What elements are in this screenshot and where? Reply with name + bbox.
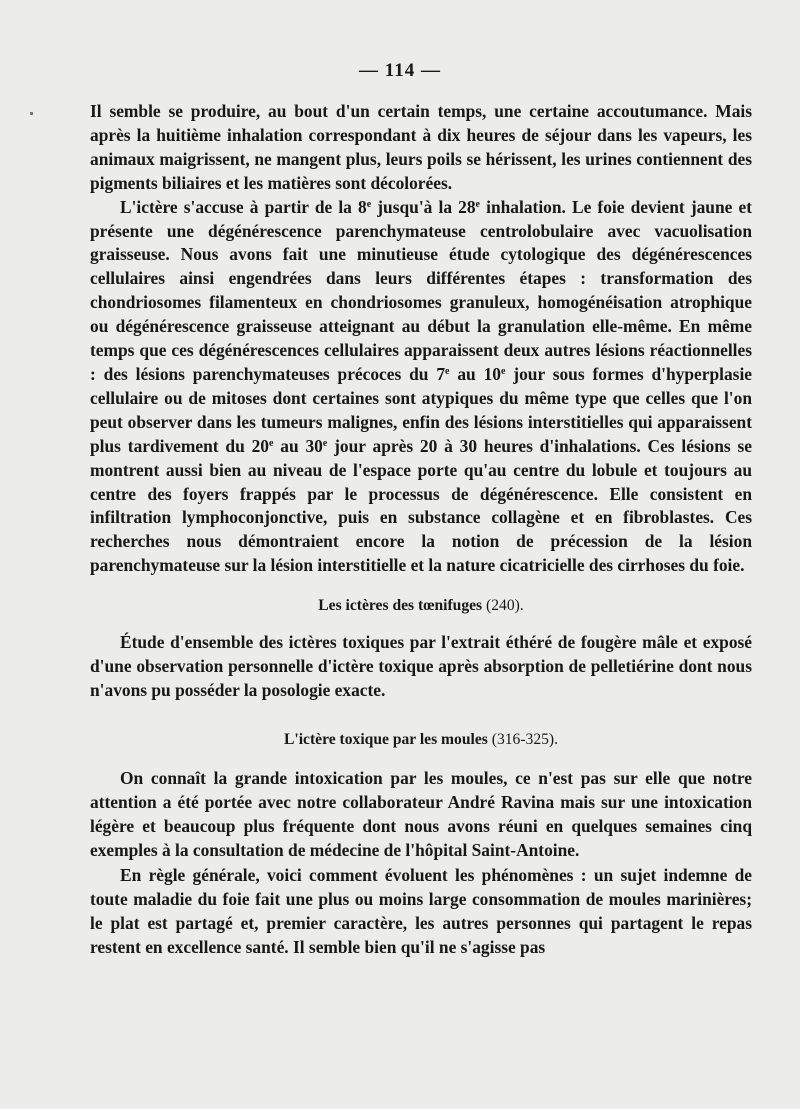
- paragraph-text: au 30: [273, 435, 323, 456]
- scan-mark: [30, 112, 33, 115]
- ordinal-suffix: e: [366, 198, 372, 210]
- paragraph-text: jusqu'à la 28: [371, 196, 476, 217]
- paragraph-text: jour après 20 à 30 heures d'inhalations. Ces lésions se montrent aussi bien au niveau de l'espace porte qu'au centre du lobule et toujours au centre des foyers frappés par le processus de dégénérescence. Elle consistent en infiltration lymphoconjonctive, puis en substance collagène et en fibroblastes. Ces recherches nous démontraient encore la notion de précession de la lésion parenchymateuse sur la lésion interstitielle et la nature cicatricielle des cirrhoses du foie.: [90, 435, 752, 576]
- paragraph-text: L'ictère s'accuse à partir de la 8: [120, 196, 367, 217]
- paragraph-accoutumance: Il semble se produire, au bout d'un certain temps, une certaine accoutumance. Mais après la huitième inhalation correspondant à dix heures de séjour dans les vapeurs, les animaux maigrissent, ne mangent plus, leurs poils se hérissent, les urines contiennent des pigments biliaires et les matières sont décolorées.: [90, 101, 752, 193]
- paragraph-taenifuges: Étude d'ensemble des ictères toxiques par l'extrait éthéré de fougère mâle et exposé d'une observation personnelle d'ictère toxique après absorption de pelletiérine dont nous n'avons pu posséder la posologie exacte.: [90, 632, 752, 700]
- ordinal-suffix: e: [268, 437, 274, 449]
- paragraph-text: inhalation. Le foie devient jaune et présente une dégénérescence parenchymateuse centrolobulaire avec vacuolisation graisseuse. Nous avons fait une minutieuse étude cytologique des dégénérescences cellulaires ainsi engendrées dans leurs différentes étapes : transformation des chondriosomes filamenteux en chondriosomes granuleux, homogénéisation atrophique ou dégénérescence graisseuse atteignant au début la granulation elle-même. En même temps que ces dégénérescences cellulaires apparaissent deux autres lésions réactionnelles : des lésions parenchymateuses précoces du 7: [90, 196, 753, 384]
- paragraph-ictere-experimental: [90, 196, 752, 579]
- ordinal-suffix: e: [500, 365, 506, 377]
- section-reference: (240).: [486, 597, 524, 615]
- section-title-text: L'ictère toxique par les moules: [283, 730, 488, 748]
- page-content: [90, 100, 752, 960]
- section-reference: (316-325).: [491, 730, 559, 748]
- ordinal-suffix: e: [445, 365, 450, 377]
- page-number: — 114 —: [359, 60, 441, 81]
- paragraph-text: au 10: [449, 363, 501, 384]
- ordinal-suffix: e: [475, 198, 480, 210]
- paragraph-moules-evolution: En règle générale, voici comment évoluent les phénomènes : un sujet indemne de toute maladie du foie fait une plus ou moins large consommation de moules marinières; le plat est partagé et, premier caractère, les autres personnes qui partagent le repas restent en excellence santé. Il semble bien qu'il ne s'agisse pas: [90, 865, 752, 958]
- section-title-taenifuges: [90, 595, 752, 617]
- section-title-text: Les ictères des tœnifuges: [318, 597, 483, 615]
- section-title-moules: [90, 729, 752, 751]
- paragraph-moules-intro: On connaît la grande intoxication par les moules, ce n'est pas sur elle que notre attention a été portée avec notre collaborateur André Ravina mais sur une intoxication légère et beaucoup plus fréquente dont nous avons réuni en quelques semaines cinq exemples à la consultation de médecine de l'hôpital Saint-Antoine.: [90, 767, 752, 860]
- paragraph-text: jour sous formes d'hyperplasie cellulaire ou de mitoses dont certaines sont atypiques du même type que celles que l'on peut observer dans les tumeurs malignes, enfin des lésions interstitielles qui apparaissent plus tardivement du 20: [90, 363, 752, 456]
- ordinal-suffix: e: [322, 437, 328, 449]
